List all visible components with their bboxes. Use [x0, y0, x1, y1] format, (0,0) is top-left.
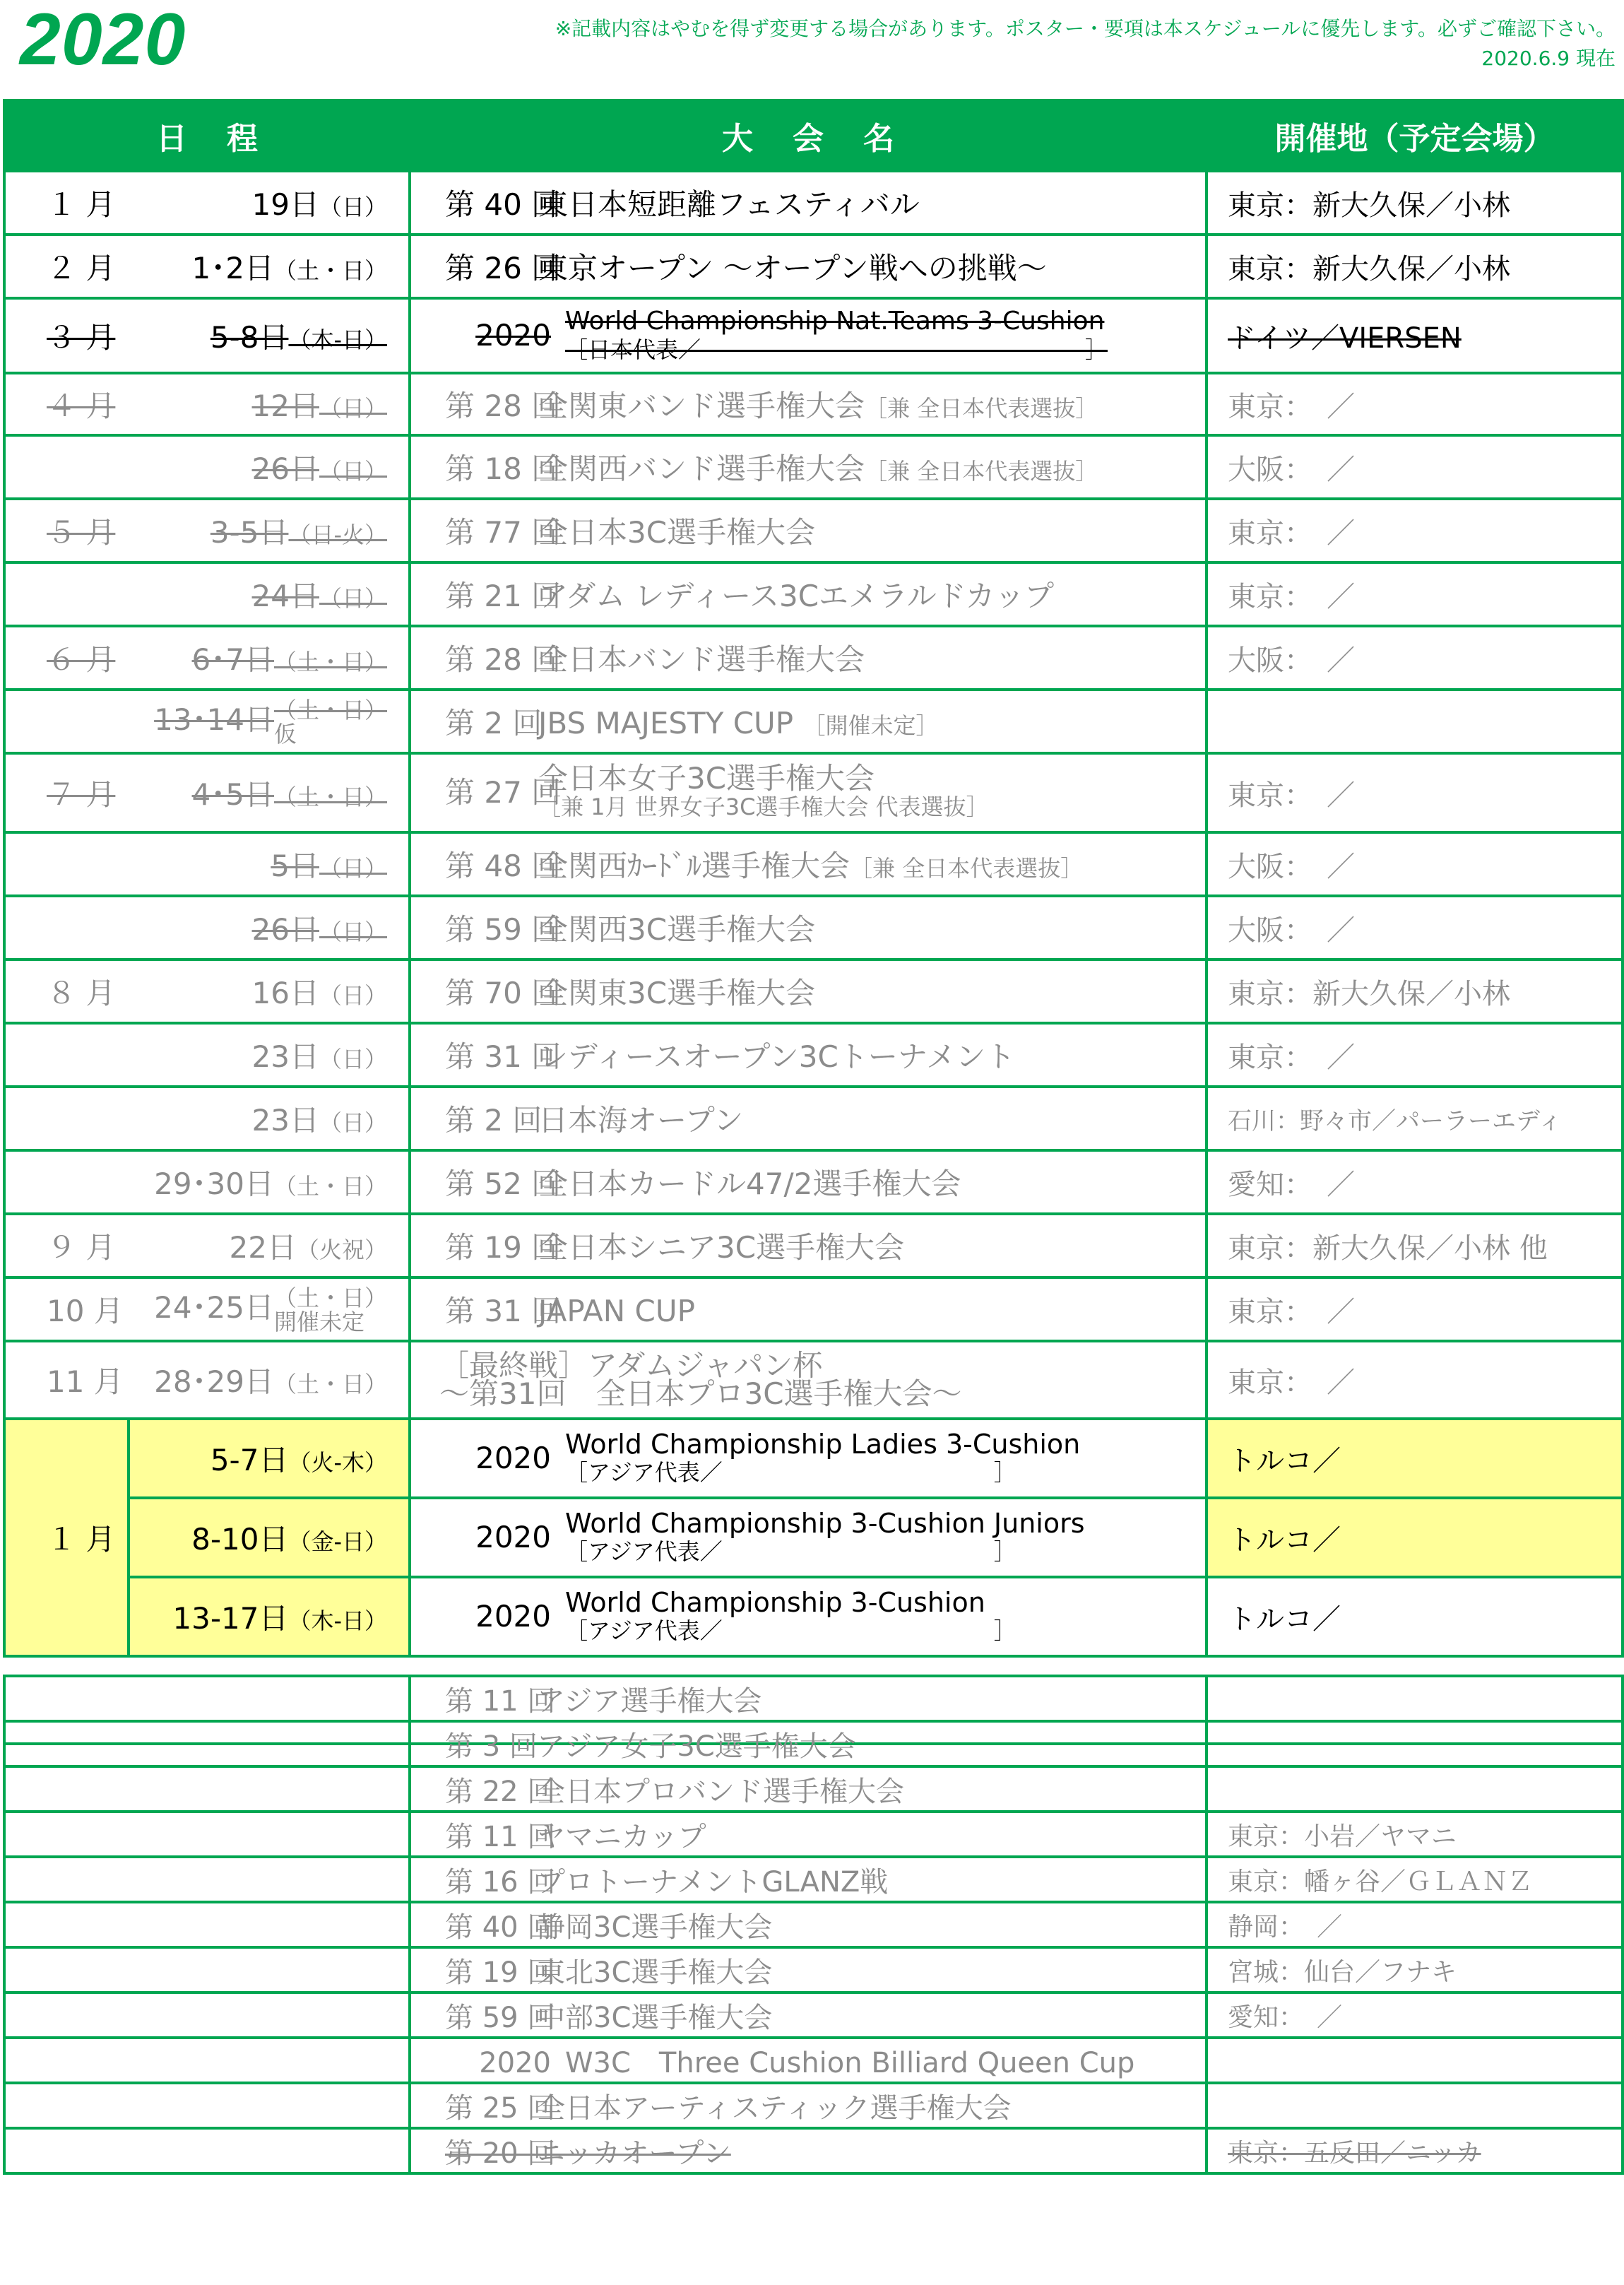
- weekday: （金-日）: [288, 1528, 387, 1555]
- empty-schedule-cell: [4, 1992, 410, 2038]
- edition: 2020: [475, 318, 551, 353]
- notice-text: ※記載内容はやむを得ず変更する場合があります。ポスター・要項は本スケジュールに優先します。必ずご確認下さい。: [555, 17, 1616, 40]
- event-cell: [410, 2038, 1207, 2083]
- event-name: 中部3C選手権大会: [537, 2001, 773, 2034]
- edition: 第 28 回: [445, 389, 562, 423]
- venue-cell: 宮城：仙台／フナキ: [1207, 1947, 1623, 1992]
- month-cell: ６ 月: [4, 626, 129, 690]
- date: 12日: [251, 389, 319, 423]
- weekday: （土・日）: [273, 784, 387, 810]
- event-cell: [410, 1419, 1207, 1498]
- edition: 第 31 回: [445, 1039, 562, 1074]
- edition: 第 2 回: [445, 1103, 543, 1138]
- event-cell: [410, 373, 1207, 435]
- date-cell: [129, 753, 410, 832]
- date: 23日: [251, 1039, 319, 1074]
- event-cell: [410, 960, 1207, 1023]
- venue-cell: 東京： ／: [1207, 373, 1623, 435]
- month-cell: ２ 月: [4, 235, 129, 298]
- venue-cell: 東京：小岩／ヤマニ: [1207, 1812, 1623, 1857]
- date-cell: [129, 1087, 410, 1150]
- edition: 第 40 回: [445, 187, 562, 222]
- event-cell: [410, 1341, 1207, 1419]
- event-cell: [410, 235, 1207, 298]
- date: 5-7日: [210, 1443, 289, 1477]
- venue-cell: 大阪： ／: [1207, 832, 1623, 896]
- edition: 2020: [475, 1520, 551, 1554]
- date: 13･14日: [154, 702, 274, 738]
- month-cell: [4, 832, 129, 896]
- event-name-2: 全日本プロ3C選手権大会～: [595, 1376, 962, 1411]
- date-cell: [129, 1023, 410, 1087]
- venue-cell: 東京： ／: [1207, 499, 1623, 562]
- event-cell: [410, 1721, 1207, 1766]
- event-name: 全日本女子3C選手権大会: [538, 761, 875, 796]
- table-row: [4, 1277, 1623, 1341]
- date-cell: [129, 435, 410, 499]
- venue-cell: 静岡： ／: [1207, 1902, 1623, 1947]
- event-cell: [410, 499, 1207, 562]
- date-cell: [129, 171, 410, 235]
- event-name: 全日本シニア3C選手権大会: [538, 1230, 905, 1265]
- date-cell: [129, 1341, 410, 1419]
- weekday: （火-木）: [288, 1449, 387, 1476]
- event-name: 東日本短距離フェスティバル: [538, 187, 920, 222]
- venue-cell: トルコ／: [1207, 1577, 1623, 1656]
- date: 28･29日: [154, 1364, 274, 1399]
- edition: 第 11 回: [445, 1820, 556, 1853]
- edition: 第 48 回: [445, 849, 562, 883]
- venue-cell: 東京： ／: [1207, 1023, 1623, 1087]
- edition: 第 27 回: [445, 775, 562, 810]
- venue-cell: 大阪： ／: [1207, 896, 1623, 960]
- month-cell: [4, 1087, 129, 1150]
- date-status: 開催未定: [273, 1308, 364, 1335]
- edition: 第 3 回: [445, 1730, 538, 1763]
- date-cell: [129, 235, 410, 298]
- edition: 第 11 回: [445, 1684, 556, 1718]
- weekday: （火祝）: [296, 1236, 387, 1263]
- venue-cell: 東京：五反田／ニッカ: [1207, 2128, 1623, 2173]
- table-row: [4, 1150, 1623, 1214]
- table-row: [4, 1721, 1623, 1766]
- event-name: World Championship 3-Cushion: [565, 1587, 985, 1618]
- event-name: 全日本バンド選手権大会: [538, 642, 865, 677]
- venue-cell: [1207, 2083, 1623, 2128]
- venue-cell: 東京： ／: [1207, 562, 1623, 626]
- venue-cell: 東京：新大久保／小林 他: [1207, 1214, 1623, 1277]
- empty-schedule-cell: [4, 1947, 410, 1992]
- table-row: [4, 1766, 1623, 1812]
- edition: 第 18 回: [445, 451, 562, 486]
- edition: 第 70 回: [445, 976, 562, 1010]
- weekday: （日）: [319, 1046, 387, 1073]
- edition: 第 2 回: [445, 706, 543, 740]
- event-name: W3C Three Cushion Billiard Queen Cup: [565, 2046, 1135, 2079]
- event-note: ［アジア代表／ ］: [565, 1538, 1017, 1565]
- event-name: JBS MAJESTY CUP: [538, 706, 794, 740]
- table-row: [4, 1577, 1623, 1656]
- weekday: （日）: [319, 855, 387, 882]
- edition: 第 59 回: [445, 912, 562, 947]
- weekday: （日）: [319, 919, 387, 945]
- event-name: 全関西バンド選手権大会: [538, 451, 865, 486]
- event-name: 日本海オープン: [538, 1103, 744, 1138]
- event-name: アジア選手権大会: [537, 1684, 762, 1718]
- date: 8-10日: [191, 1522, 289, 1557]
- event-cell: [410, 1150, 1207, 1214]
- weekday: （土・日）: [273, 649, 387, 675]
- event-note: ［アジア代表／ ］: [565, 1459, 1017, 1486]
- event-name: ニッカオープン: [537, 2137, 731, 2170]
- table-row: [4, 235, 1623, 298]
- venue-cell: 東京：幡ヶ谷／ＧＬＡＮＺ: [1207, 1857, 1623, 1902]
- edition: 第 28 回: [445, 642, 562, 677]
- event-cell: [410, 626, 1207, 690]
- weekday: （日-火）: [288, 521, 387, 548]
- event-cell: [410, 690, 1207, 753]
- date: 3-5日: [210, 515, 289, 550]
- date-cell: [129, 298, 410, 373]
- month-cell: 11 月: [4, 1341, 129, 1419]
- edition: 第 31 回: [445, 1294, 562, 1328]
- event-cell: [410, 1857, 1207, 1902]
- date: 4･5日: [191, 777, 274, 812]
- event-cell: [410, 1992, 1207, 2038]
- empty-schedule-cell: [4, 1766, 410, 1812]
- venue-cell: 大阪： ／: [1207, 435, 1623, 499]
- month-cell: ７ 月: [4, 753, 129, 832]
- edition: 第 21 回: [445, 579, 562, 613]
- empty-schedule-cell: [4, 2083, 410, 2128]
- date: 22日: [229, 1230, 297, 1265]
- date-cell: [129, 1150, 410, 1214]
- table-row: [4, 1498, 1623, 1577]
- date-cell: [129, 896, 410, 960]
- weekday: （土・日）: [273, 1173, 387, 1200]
- edition: 第 26 回: [445, 251, 562, 285]
- empty-schedule-cell: [4, 1676, 410, 1721]
- notice: [555, 14, 1616, 73]
- event-name: アダムジャパン杯: [588, 1348, 823, 1383]
- event-cell: [410, 1277, 1207, 1341]
- empty-schedule-cell: [4, 2128, 410, 2173]
- date-cell: [129, 1419, 410, 1498]
- date: 13-17日: [172, 1601, 289, 1636]
- empty-schedule-cell: [4, 1902, 410, 1947]
- venue-cell: [1207, 1676, 1623, 1721]
- month-cell: [4, 690, 129, 753]
- table-row: [4, 171, 1623, 235]
- venue-cell: 東京：新大久保／小林: [1207, 960, 1623, 1023]
- as-of-date: 2020.6.9 現在: [1481, 47, 1616, 70]
- venue-cell: 東京：新大久保／小林: [1207, 235, 1623, 298]
- edition: 第 16 回: [445, 1865, 556, 1899]
- table-row: [4, 690, 1623, 753]
- date: 1･2日: [191, 251, 274, 285]
- event-name: プロトーナメントGLANZ戦: [537, 1865, 889, 1899]
- date-cell: [129, 832, 410, 896]
- event-cell: [410, 298, 1207, 373]
- empty-schedule-cell: [4, 1721, 410, 1766]
- schedule-table: [3, 99, 1624, 1745]
- edition-2: ～第31回: [439, 1376, 567, 1411]
- event-name: 全日本カードル47/2選手権大会: [538, 1167, 961, 1201]
- date: 26日: [251, 451, 319, 486]
- date: 16日: [251, 976, 319, 1010]
- event-name: World Championship Ladies 3-Cushion: [565, 1429, 1081, 1460]
- date-cell: [129, 373, 410, 435]
- event-name: アジア女子3C選手権大会: [537, 1730, 856, 1763]
- event-name: World Championship 3-Cushion Juniors: [565, 1508, 1085, 1539]
- month-cell: [4, 562, 129, 626]
- edition: 2020: [475, 1441, 551, 1475]
- table-row: [4, 626, 1623, 690]
- venue-cell: トルコ／: [1207, 1498, 1623, 1577]
- event-name: レディースオープン3Cトーナメント: [538, 1039, 1016, 1074]
- table-row: [4, 960, 1623, 1023]
- month-cell: ４ 月: [4, 373, 129, 435]
- event-name: 東京オープン ～オープン戦への挑戦～: [538, 251, 1047, 285]
- venue-cell: 大阪： ／: [1207, 626, 1623, 690]
- weekday: （土・日）: [273, 1371, 387, 1398]
- table-row: [4, 1341, 1623, 1419]
- weekday: （木-日）: [288, 326, 387, 353]
- table-row: [4, 1902, 1623, 1947]
- date: 5日: [271, 849, 319, 883]
- event-cell: [410, 753, 1207, 832]
- date-cell: [129, 562, 410, 626]
- event-note: ［兼 全日本代表選抜］: [850, 855, 1084, 882]
- date: 24日: [251, 579, 319, 613]
- table-row: [4, 1087, 1623, 1150]
- event-name: 全日本3C選手権大会: [538, 515, 816, 550]
- weekday: （日）: [319, 395, 387, 422]
- table-row: [4, 1992, 1623, 2038]
- event-cell: [410, 2083, 1207, 2128]
- event-name: 全日本プロバンド選手権大会: [537, 1775, 904, 1808]
- event-cell: [410, 171, 1207, 235]
- event-cell: [410, 1577, 1207, 1656]
- venue-cell: 愛知： ／: [1207, 1992, 1623, 2038]
- event-cell: [410, 1023, 1207, 1087]
- month-cell: ５ 月: [4, 499, 129, 562]
- edition: 第 52 回: [445, 1167, 562, 1201]
- event-cell: [410, 2128, 1207, 2173]
- col-header-event: 大会名: [410, 100, 1207, 171]
- table-row: [4, 499, 1623, 562]
- event-cell: [410, 1676, 1207, 1721]
- event-note: ［アジア代表／ ］: [565, 1617, 1017, 1644]
- event-name: 全日本アーティスティック選手権大会: [537, 2091, 1012, 2125]
- venue-cell: トルコ／: [1207, 1419, 1623, 1498]
- col-header-venue: 開催地（予定会場）: [1207, 100, 1623, 171]
- event-cell: [410, 1498, 1207, 1577]
- month-cell: ８ 月: [4, 960, 129, 1023]
- edition: 2020: [475, 1599, 551, 1634]
- month-cell: ９ 月: [4, 1214, 129, 1277]
- venue-cell: 東京： ／: [1207, 753, 1623, 832]
- event-name: JAPAN CUP: [538, 1294, 695, 1328]
- month-cell: [4, 1150, 129, 1214]
- edition: 2020: [479, 2046, 551, 2079]
- date-cell: [129, 1214, 410, 1277]
- event-cell: [410, 1947, 1207, 1992]
- event-cell: [410, 1902, 1207, 1947]
- date-cell: [129, 1498, 410, 1577]
- event-note: ［兼 全日本代表選抜］: [865, 458, 1098, 485]
- event-name: 全関西3C選手権大会: [538, 912, 816, 947]
- weekday: （日）: [319, 982, 387, 1009]
- event-cell: [410, 1214, 1207, 1277]
- venue-cell: [1207, 1721, 1623, 1766]
- edition: ［最終戦］: [439, 1348, 588, 1383]
- venue-cell: [1207, 2038, 1623, 2083]
- table-row: [4, 562, 1623, 626]
- date: 24･25日: [154, 1290, 274, 1325]
- table-row: [4, 1676, 1623, 1721]
- col-header-schedule: 日程: [4, 100, 410, 171]
- date-cell: [129, 1577, 410, 1656]
- empty-schedule-cell: [4, 1857, 410, 1902]
- table-row: [4, 832, 1623, 896]
- venue-cell: ドイツ／VIERSEN: [1207, 298, 1623, 373]
- date-cell: [129, 499, 410, 562]
- edition: 第 77 回: [445, 515, 562, 550]
- edition: 第 59 回: [445, 2001, 556, 2034]
- extra-events-table: [3, 1675, 1624, 2175]
- table-row: [4, 1023, 1623, 1087]
- weekday: （土・日）: [273, 257, 387, 284]
- month-cell: １ 月: [4, 1419, 129, 1656]
- event-name: 全関西ｶｰﾄﾞﾙ選手権大会: [538, 849, 850, 883]
- edition: 第 20 回: [445, 2137, 556, 2170]
- table-row: [4, 1214, 1623, 1277]
- table-row: [4, 2038, 1623, 2083]
- month-cell: ３ 月: [4, 298, 129, 373]
- event-cell: [410, 1812, 1207, 1857]
- month-cell: [4, 435, 129, 499]
- table-row: [4, 1419, 1623, 1498]
- weekday: （土・日）: [273, 696, 387, 724]
- date-cell: [129, 690, 410, 753]
- weekday: （土・日）: [273, 1284, 387, 1311]
- table-row: [4, 2083, 1623, 2128]
- date-cell: [129, 626, 410, 690]
- table-row: [4, 896, 1623, 960]
- venue-cell: 東京： ／: [1207, 1277, 1623, 1341]
- edition: 第 19 回: [445, 1230, 562, 1265]
- table-row: [4, 753, 1623, 832]
- venue-cell: [1207, 1766, 1623, 1812]
- event-cell: [410, 1766, 1207, 1812]
- date: 29･30日: [154, 1167, 274, 1201]
- weekday: （日）: [319, 1109, 387, 1136]
- weekday: （木-日）: [288, 1607, 387, 1634]
- empty-schedule-cell: [4, 1812, 410, 1857]
- date-cell: [129, 960, 410, 1023]
- date-status: 仮: [273, 720, 297, 748]
- event-cell: [410, 832, 1207, 896]
- date: 6･7日: [191, 642, 274, 677]
- event-name: 全関東バンド選手権大会: [538, 389, 865, 423]
- event-cell: [410, 435, 1207, 499]
- event-note: ［日本代表／ ］: [565, 336, 1108, 363]
- edition: 第 40 回: [445, 1911, 556, 1944]
- event-cell: [410, 562, 1207, 626]
- event-note: ［開催未定］: [802, 712, 939, 739]
- month-cell: 10 月: [4, 1277, 129, 1341]
- event-note: ［兼 全日本代表選抜］: [865, 395, 1098, 422]
- table-row: [4, 2128, 1623, 2173]
- event-name: 東北3C選手権大会: [537, 1956, 773, 1989]
- table-row: [4, 435, 1623, 499]
- date: 26日: [251, 912, 319, 947]
- table-row: [4, 1857, 1623, 1902]
- event-name: 全関東3C選手権大会: [538, 976, 816, 1010]
- month-cell: １ 月: [4, 171, 129, 235]
- event-name: World Championship Nat.Teams 3-Cushion: [565, 307, 1105, 336]
- weekday: （日）: [319, 458, 387, 485]
- event-name: アダム レディース3Cエメラルドカップ: [538, 579, 1055, 613]
- venue-cell: 東京：新大久保／小林: [1207, 171, 1623, 235]
- venue-cell: [1207, 690, 1623, 753]
- empty-schedule-cell: [4, 2038, 410, 2083]
- table-row: [4, 373, 1623, 435]
- year-title: 2020: [20, 0, 186, 81]
- venue-cell: 東京： ／: [1207, 1341, 1623, 1419]
- table-row: [4, 298, 1623, 373]
- event-name: ヤマニカップ: [537, 1820, 706, 1853]
- event-cell: [410, 896, 1207, 960]
- date: 19日: [251, 187, 319, 222]
- table-row: [4, 1812, 1623, 1857]
- date-cell: [129, 1277, 410, 1341]
- edition: 第 22 回: [445, 1775, 556, 1808]
- weekday: （日）: [319, 585, 387, 612]
- edition: 第 25 回: [445, 2091, 556, 2125]
- date: 5-8日: [210, 320, 289, 355]
- event-cell: [410, 1087, 1207, 1150]
- venue-cell: 石川：野々市／パーラーエディ: [1207, 1087, 1623, 1150]
- table-row: [4, 1947, 1623, 1992]
- edition: 第 19 回: [445, 1956, 556, 1989]
- month-cell: [4, 896, 129, 960]
- weekday: （日）: [319, 194, 387, 220]
- event-note: ［兼 1月 世界女子3C選手権大会 代表選抜］: [538, 793, 989, 820]
- event-name: 静岡3C選手権大会: [537, 1911, 773, 1944]
- date: 23日: [251, 1103, 319, 1138]
- month-cell: [4, 1023, 129, 1087]
- venue-cell: 愛知： ／: [1207, 1150, 1623, 1214]
